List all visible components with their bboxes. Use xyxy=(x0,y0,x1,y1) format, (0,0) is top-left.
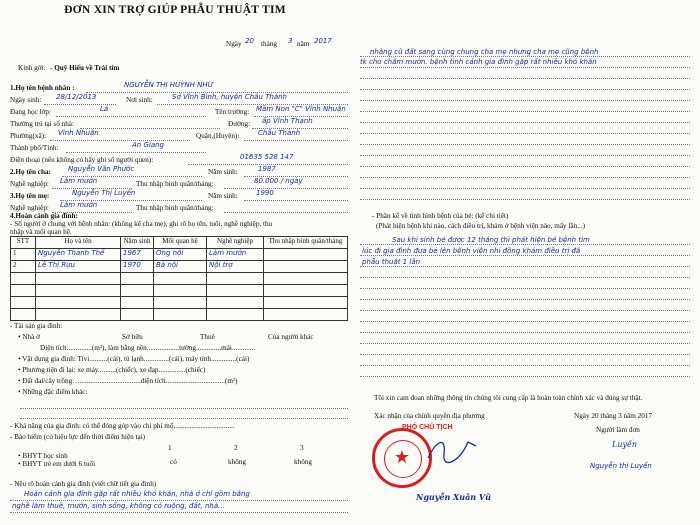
area-line: Diện tích:.............(m²), làm bằng nền..................tường..............mái............. xyxy=(40,344,256,352)
patient-name: NGUYỄN THỊ HUỲNH NHƯ xyxy=(124,81,214,89)
birthplace-value: Sở Vĩnh Bình, huyện Châu Thành xyxy=(172,93,287,101)
rule xyxy=(360,144,690,145)
vehicles-line: • Phương tiện đi lại: xe máy..........(chiếc), xe đạp...............(chiếc) xyxy=(18,366,206,374)
dob-value: 28/12/2013 xyxy=(56,93,97,101)
school-name-label: Tên trường: xyxy=(215,108,250,116)
street-label: Đường: xyxy=(228,120,251,128)
rent-label: Thuê xyxy=(200,333,215,341)
father-birth: 1987 xyxy=(258,165,276,173)
special-label: • Những đặc điểm khác: xyxy=(18,388,88,396)
table-row xyxy=(11,261,348,273)
cell-stt: 1 xyxy=(11,249,36,261)
father-birth-label: Năm sinh: xyxy=(208,168,238,176)
rule xyxy=(360,177,690,178)
col-name: Họ và tên xyxy=(36,237,121,249)
province-value: An Giang xyxy=(132,141,164,149)
bhyt-no-label-2: không xyxy=(294,458,312,466)
stamp-title: PHÓ CHỦ TỊCH xyxy=(402,424,453,431)
date-day: 20 xyxy=(245,37,254,45)
rule xyxy=(360,89,690,90)
assets-heading: - Tài sản gia đình: xyxy=(10,322,63,330)
cell-relation: Ông nội xyxy=(154,249,207,261)
date-year-label: năm xyxy=(297,40,310,48)
applicant-signature: Luyến xyxy=(612,440,638,449)
cell-name: Nguyễn Thanh Thế xyxy=(36,249,121,261)
rule xyxy=(360,376,690,377)
rule xyxy=(244,140,348,141)
bhyt-student-label: • BHYT học sinh xyxy=(18,452,68,460)
rule xyxy=(20,408,348,409)
rule xyxy=(244,200,348,201)
family-note: - Số người ở chung với bệnh nhân: (không kể cha mẹ), ghi rõ họ tên, tuổi, nghề nghiệp, thu xyxy=(10,220,273,228)
province-label: Thành phố/Tỉnh: xyxy=(10,144,59,152)
date-month: 3 xyxy=(288,37,293,45)
cell-birth: 1967 xyxy=(121,249,154,261)
cell-job: Nội trợ xyxy=(207,261,264,273)
rule xyxy=(360,166,690,167)
insurance-label: - Bảo hiểm (có hiệu lực đến thời điểm hiện tại) xyxy=(10,433,146,441)
table-row xyxy=(11,297,348,309)
father-job: Làm mướn xyxy=(60,177,98,185)
rule xyxy=(360,310,690,311)
official-seal xyxy=(372,428,432,488)
phone-label: Điện thoại (nếu không có hãy ghi số người quen): xyxy=(10,156,154,164)
official-signature xyxy=(424,432,484,468)
school-name-value: Mầm Non "C" Vĩnh Nhuận xyxy=(256,105,346,113)
rule xyxy=(360,67,690,68)
patient-name-label: 1.Họ tên bệnh nhân : xyxy=(10,84,75,92)
status-note: (Phát hiện bệnh khi nào, cách điều trị, khám ở bệnh viện nào, mấy lần...) xyxy=(376,222,585,230)
col-1-label: 1 xyxy=(168,444,172,452)
official-name: Nguyễn Xuân Vũ xyxy=(416,492,491,502)
mother-job-label: Nghề nghiệp: xyxy=(10,204,49,212)
father-name-label: 2.Họ tên cha: xyxy=(10,168,51,176)
rule xyxy=(360,188,690,189)
land-line: • Đất đai/cây trồng: ....................................diện tích.................................(m²) xyxy=(18,377,238,385)
mother-birth-label: Năm sinh: xyxy=(208,192,238,200)
contribution-line: - Khả năng của gia đình: có thể đóng góp vào chi phí mổ.................................. xyxy=(10,422,235,430)
status-line-1: Sau khi sinh bé được 12 tháng thì phát hiện bé bệnh tim xyxy=(392,236,590,244)
school-label: Đang học lớp: xyxy=(10,108,51,116)
rule xyxy=(56,116,206,117)
bhyt-child-label: • BHYT trẻ em dưới 6 tuổi xyxy=(18,460,96,468)
ward-value: Vĩnh Nhuận xyxy=(58,129,99,137)
rule xyxy=(224,188,348,189)
family-table xyxy=(10,236,348,321)
rule xyxy=(224,212,348,213)
rule xyxy=(360,288,690,289)
rule xyxy=(360,155,690,156)
rule xyxy=(20,418,348,419)
col-relation: Mối quan hệ xyxy=(154,237,207,249)
cell-relation: Bà nội xyxy=(154,261,207,273)
rule xyxy=(360,299,690,300)
cell-income xyxy=(264,261,348,273)
rule xyxy=(360,100,690,101)
cell-name: Lê Thị Rựu xyxy=(36,261,121,273)
col-3-label: 3 xyxy=(300,444,304,452)
reason-line-1: Hoàn cảnh gia đình gặp rất nhiều khó khăn, nhà ở chỉ gồm bằng xyxy=(24,490,250,498)
father-income: 80.000 / ngày xyxy=(254,177,303,185)
reason-line-2: nghề làm thuê, mướn, sinh sống, không có ruộng, đất, nhà... xyxy=(12,502,225,510)
top-line-2: tk cho chăm mướn. bệnh tình cảnh gia đình gặp rất nhiều khó khăn xyxy=(360,58,597,66)
rule xyxy=(360,133,690,134)
date-prefix: Ngày xyxy=(226,40,242,48)
birthplace-label: Nơi sinh: xyxy=(126,96,153,104)
rule xyxy=(10,500,348,501)
rule xyxy=(360,343,690,344)
district-value: Châu Thành xyxy=(258,129,301,137)
rule xyxy=(360,332,690,333)
addressee-label: Kính gởi: xyxy=(18,64,46,72)
sign-date: Ngày 20 tháng 3 năm 2017 xyxy=(574,412,653,420)
bhyt-yes-label: có xyxy=(170,458,177,466)
rule xyxy=(360,277,690,278)
bhyt-no-label: không xyxy=(228,458,246,466)
top-line-1: nhàng cũ đất sang cùng chung cha mẹ nhưng cha mẹ cũng bệnh xyxy=(370,48,599,56)
dob-label: Ngày sinh: xyxy=(10,96,42,104)
col-job: Nghề nghiệp xyxy=(207,237,264,249)
mother-name: Nguyễn Thị Luyến xyxy=(72,189,136,197)
items-line: • Vật dụng gia đình: Tivi..........(cái), tủ lạnh..............(cái), máy tính..............(cái) xyxy=(18,355,250,363)
phone-value: 01635 528 147 xyxy=(240,153,294,161)
applicant-label: Người làm đơn xyxy=(596,426,640,434)
school-value: Lá xyxy=(100,105,109,113)
rule xyxy=(360,321,690,322)
col-income: Thu nhập bình quân/tháng xyxy=(264,237,348,249)
table-row xyxy=(11,249,348,261)
table-header-row xyxy=(11,237,348,249)
ward-label: Phường(xã): xyxy=(10,132,47,140)
status-line-2: lúc đi gia đình đưa bé lên bệnh viện nhi đồng khám điều trị đã xyxy=(362,247,581,255)
authority-confirm-label: Xác nhận của chính quyền địa phương xyxy=(374,412,485,420)
cell-stt: 2 xyxy=(11,261,36,273)
rule xyxy=(10,512,348,513)
applicant-name: Nguyễn thị Luyến xyxy=(590,462,652,470)
mother-birth: 1990 xyxy=(256,189,274,197)
house-label: • Nhà ở xyxy=(18,333,40,341)
table-row xyxy=(11,309,348,321)
commitment-text: Tôi xin cam đoan những thông tin chúng tôi cung cấp là hoàn toàn chính xác và đúng sự thật. xyxy=(374,394,643,402)
family-note-2: nhập và mối quan hệ. xyxy=(10,228,72,236)
rule xyxy=(360,78,690,79)
other-owner-label: Của người khác xyxy=(268,333,314,341)
address-label: Thường trú tại số nhà: xyxy=(10,120,74,128)
table-row xyxy=(11,285,348,297)
col-stt: STT xyxy=(11,237,36,249)
rule xyxy=(50,140,190,141)
date-year: 2017 xyxy=(314,37,332,45)
rule xyxy=(80,128,220,129)
cell-job: Làm mướn xyxy=(207,249,264,261)
father-income-label: Thu nhập bình quân/tháng: xyxy=(136,180,214,188)
col-2-label: 2 xyxy=(234,444,238,452)
rule xyxy=(360,199,690,200)
rule xyxy=(66,152,206,153)
street-value: ấp Vĩnh Thạnh xyxy=(262,117,313,125)
mother-name-label: 3.Họ tên mẹ: xyxy=(10,192,50,200)
rule xyxy=(360,122,690,123)
form-title: ĐƠN XIN TRỢ GIÚP PHẪU THUẬT TIM xyxy=(64,4,286,16)
date-month-label: tháng xyxy=(261,40,277,48)
rule xyxy=(360,354,690,355)
district-label: Quận,(Huyện): xyxy=(196,132,240,140)
own-label: Sở hữu xyxy=(122,333,143,341)
family-heading: 4.Hoàn cảnh gia đình: xyxy=(10,212,78,220)
cell-income xyxy=(264,249,348,261)
star-icon: ★ xyxy=(393,447,411,468)
col-birth: Năm sinh xyxy=(121,237,154,249)
mother-job: Làm mướn xyxy=(60,201,98,209)
reason-heading: - Nêu rõ hoàn cảnh gia đình (viết chữ tiết gia đình) xyxy=(10,480,157,488)
father-job-label: Nghề nghiệp: xyxy=(10,180,49,188)
cell-birth: 1970 xyxy=(121,261,154,273)
status-heading: - Phần kể về tình hình bệnh của bé: (kể chi tiết) xyxy=(372,212,509,220)
addressee-value: - Quỹ Hiếu về Trái tim xyxy=(50,64,120,72)
mother-income-label: Thu nhập bình quân/tháng: xyxy=(136,204,214,212)
rule xyxy=(360,365,690,366)
table-row xyxy=(11,273,348,285)
status-line-3: phẫu thuật 1 lần xyxy=(362,258,421,266)
father-name: Nguyễn Văn Phước xyxy=(68,165,135,173)
rule xyxy=(360,111,690,112)
